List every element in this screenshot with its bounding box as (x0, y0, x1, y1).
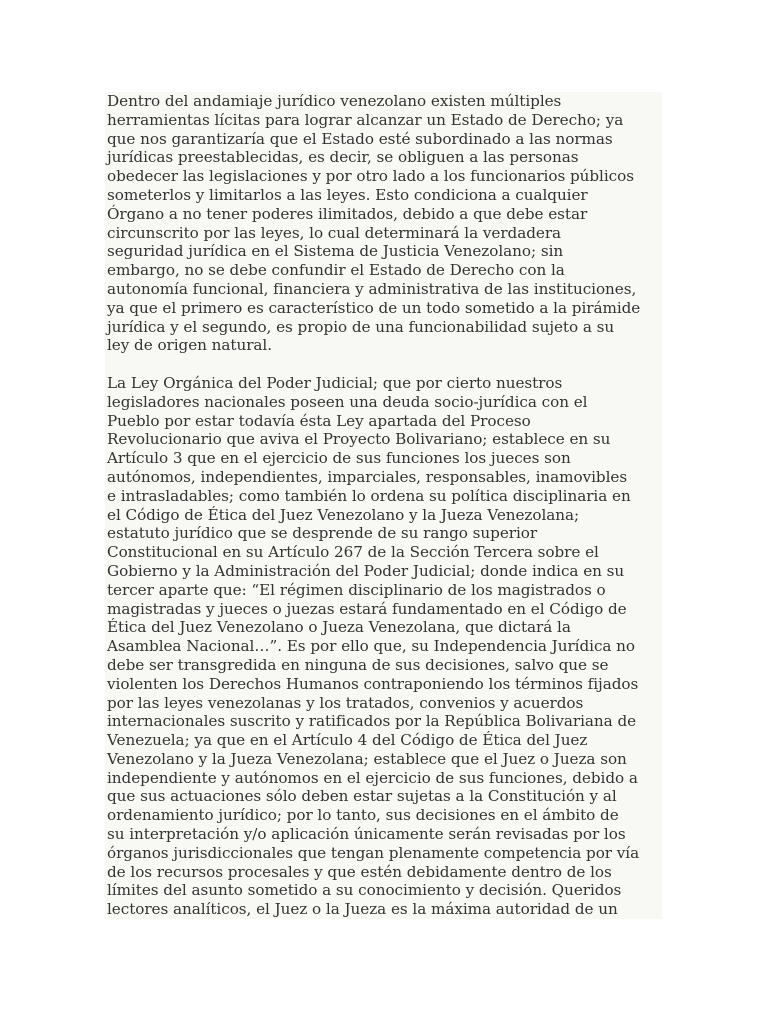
paragraph-estado-de-derecho: Dentro del andamiaje jurídico venezolano existen múltiples herramientas lícitas para lograr alcanzar un Estado de Derecho; ya que nos garantizaría que el Estado esté subordinado a las normas jurídicas preestablecidas, es decir, se obliguen a las personas obedecer las legislaciones y por otro lado a los funcionarios públicos someterlos y limitarlos a las leyes. Esto condiciona a cualquier Órgano a no tener poderes ilimitados, debido a que debe estar circunscrito por las leyes, lo cual determinará la verdadera seguridad jurídica en el Sistema de Justicia Venezolano; sin embargo, no se debe confundir el Estado de Derecho con la autonomía funcional, financiera y administrativa de las instituciones, ya que el primero es característico de un todo sometido a la pirámide jurídica y el segundo, es propio de una funcionabilidad sujeto a su ley de origen natural. (107, 92, 641, 355)
paragraph-ley-organica: La Ley Orgánica del Poder Judicial; que por cierto nuestros legisladores nacionales poseen una deuda socio-jurídica con el Pueblo por estar todavía ésta Ley apartada del Proceso Revolucionario que aviva el Proyecto Bolivariano; establece en su Artículo 3 que en el ejercicio de sus funciones los jueces son autónomos, independientes, imparciales, responsables, inamovibles e intrasladables; como también lo ordena su política disciplinaria en el Código de Ética del Juez Venezolano y la Jueza Venezolana; estatuto jurídico que se desprende de su rango superior Constitucional en su Artículo 267 de la Sección Tercera sobre el Gobierno y la Administración del Poder Judicial; donde indica en su tercer aparte que: “El régimen disciplinario de los magistrados o magistradas y jueces o juezas estará fundamentado en el Código de Ética del Juez Venezolano o Jueza Venezolana, que dictará la Asamblea Nacional…”. Es por ello que, su Independencia Jurídica no debe ser transgredida en ninguna de sus decisiones, salvo que se violenten los Derechos Humanos contraponiendo los términos fijados por las leyes venezolanas y los tratados, convenios y acuerdos internacionales suscrito y ratificados por la República Bolivariana de Venezuela; ya que en el Artículo 4 del Código de Ética del Juez Venezolano y la Jueza Venezolana; establece que el Juez o Jueza son independiente y autónomos en el ejercicio de sus funciones, debido a que sus actuaciones sólo deben estar sujetas a la Constitución y al ordenamiento jurídico; por lo tanto, sus decisiones en el ámbito de su interpretación y/o aplicación únicamente serán revisadas por los órganos jurisdiccionales que tengan plenamente competencia por vía de los recursos procesales y que estén debidamente dentro de los límites del asunto sometido a su conocimiento y decisión. Queridos lectores analíticos, el Juez o la Jueza es la máxima autoridad de un (107, 373, 640, 919)
document-text-block (105, 92, 662, 919)
